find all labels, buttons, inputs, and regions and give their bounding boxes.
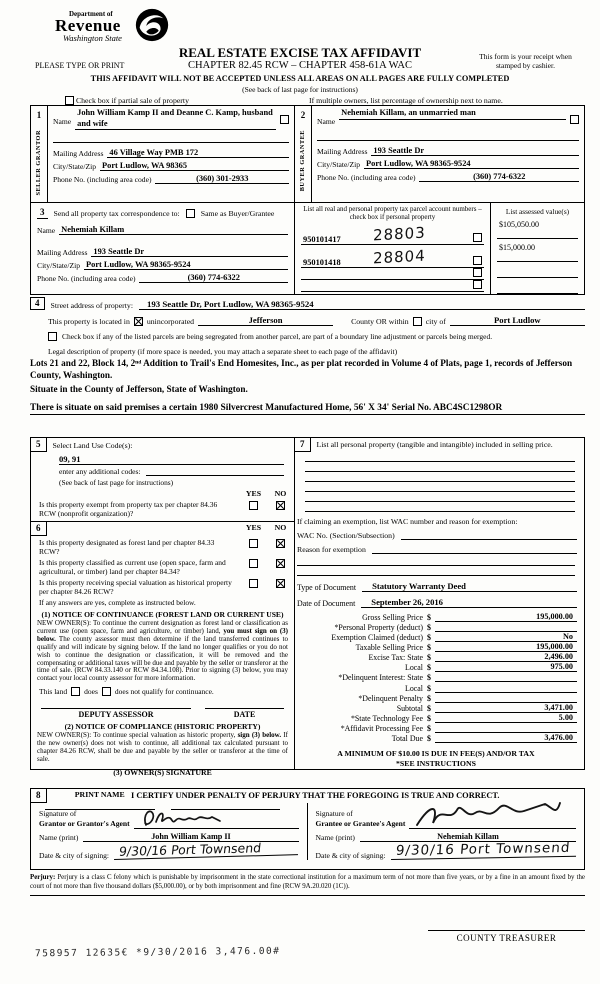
parcel-number: 950101418 bbox=[303, 257, 341, 267]
seller-name-field[interactable]: John William Kamp II and Deanne C. Kamp, husband and wife bbox=[75, 107, 276, 130]
dollar-sign: $ bbox=[427, 673, 431, 683]
same-as-buyer-label: Same as Buyer/Grantee bbox=[200, 208, 275, 218]
buyer-csz-label: City/State/Zip bbox=[317, 160, 361, 169]
personal-property-line[interactable] bbox=[305, 472, 575, 482]
grantor-date-label: Date & city of signing: bbox=[39, 851, 110, 860]
dollar-sign: $ bbox=[427, 643, 431, 653]
fee-label: Excise Tax: State bbox=[368, 653, 423, 663]
land-does-checkbox[interactable] bbox=[71, 687, 80, 696]
cashier-stamp: 758957 12635€ *9/30/2016 3,476.00# bbox=[34, 945, 281, 960]
exemption-reason-line[interactable] bbox=[297, 557, 575, 567]
parcel-row bbox=[301, 245, 484, 268]
section3-number: 3 bbox=[37, 207, 48, 219]
fee-label: *Affidavit Processing Fee bbox=[340, 723, 423, 733]
exempt-yes-checkbox[interactable] bbox=[249, 501, 258, 510]
corr-phone-field[interactable]: (360) 774-6322 bbox=[139, 273, 288, 283]
assessed-value[interactable] bbox=[497, 266, 578, 278]
dollar-sign: $ bbox=[427, 693, 431, 703]
dollar-sign: $ bbox=[427, 713, 431, 723]
land-use-title: Select Land Use Code(s): bbox=[52, 441, 133, 450]
fee-value[interactable]: 195,000.00 bbox=[435, 642, 577, 652]
personal-property-line[interactable] bbox=[305, 492, 575, 502]
parties-grid bbox=[30, 105, 585, 295]
same-as-buyer-checkbox[interactable] bbox=[186, 209, 195, 218]
fee-value[interactable]: 975.00 bbox=[435, 662, 577, 672]
section5-number: 5 bbox=[31, 438, 47, 452]
fee-label: Local bbox=[405, 683, 423, 693]
warning-line: THIS AFFIDAVIT WILL NOT BE ACCEPTED UNLESS ALL AREAS ON ALL PAGES ARE FULLY COMPLETED bbox=[90, 74, 510, 83]
revenue-swirl-icon bbox=[133, 6, 171, 44]
personal-property-line[interactable] bbox=[305, 482, 575, 492]
grantee-date-city-field[interactable]: 9/30/16 Port Townsend bbox=[391, 840, 578, 860]
grantor-signature-block bbox=[31, 803, 308, 860]
street-address-label: Street address of property: bbox=[50, 301, 133, 310]
parcel-row[interactable] bbox=[301, 268, 484, 280]
fee-value[interactable]: 3,471.00 bbox=[435, 703, 577, 713]
no-header: NO bbox=[274, 489, 287, 498]
fee-label: *State Technology Fee bbox=[350, 713, 423, 723]
personal-property-title: List all personal property (tangible and intangible) included in selling price. bbox=[316, 440, 553, 449]
parcel-row bbox=[301, 222, 484, 245]
fee-value[interactable]: 2,496.00 bbox=[435, 652, 577, 662]
certification-section bbox=[30, 788, 585, 870]
fee-value[interactable]: 5.00 bbox=[435, 713, 577, 723]
personal-property-line[interactable] bbox=[305, 452, 575, 462]
exemption-reason-field[interactable] bbox=[372, 544, 577, 554]
does-label: does bbox=[84, 687, 98, 697]
corr-csz-label: City/State/Zip bbox=[37, 261, 81, 270]
personal-property-line[interactable] bbox=[305, 462, 575, 472]
doc-date-label: Date of Document bbox=[297, 599, 356, 609]
dollar-sign: $ bbox=[427, 733, 431, 743]
corr-mailing-label: Mailing Address bbox=[37, 248, 88, 257]
seller-side-label: SELLER GRANTOR bbox=[35, 130, 43, 196]
buyer-csz-field[interactable]: Port Ludlow, WA 98365-9524 bbox=[364, 159, 579, 169]
personal-property-checkbox-2[interactable] bbox=[473, 256, 482, 265]
land-use-section bbox=[31, 438, 294, 522]
wac-number-field[interactable] bbox=[401, 530, 577, 540]
forest-no-checkbox[interactable] bbox=[276, 539, 285, 548]
grantor-name-label: Name (print) bbox=[39, 833, 79, 842]
dollar-sign: $ bbox=[427, 663, 431, 673]
notice-compliance-text: NEW OWNER(S): To continue special valuation as historic property, sign (3) below. If the new owner(s) does not wish to continue, all additional tax calculated pursuant to chapter 84.26 RCW, shall be due and payable by the seller or transferor at the time of sale. bbox=[37, 731, 288, 763]
premises-note: There is situate on said premises a certain 1980 Silvercrest Manufactured Home, 56' X 34' Serial No. ABC4SC1298OR bbox=[30, 403, 585, 415]
corr-csz-field[interactable]: Port Ludlow, WA 98365-9524 bbox=[84, 260, 288, 270]
historic-no-checkbox[interactable] bbox=[276, 579, 285, 588]
fee-label: Exemption Claimed (deduct) bbox=[331, 633, 423, 643]
seller-mailing-label: Mailing Address bbox=[53, 149, 104, 158]
fee-label: *Delinquent Interest: State bbox=[338, 673, 423, 683]
seller-csz-field[interactable]: Port Ludlow, WA 98365 bbox=[100, 161, 289, 171]
notice-continuance-title: (1) NOTICE OF CONTINUANCE (FOREST LAND OR CURRENT USE) bbox=[41, 610, 284, 619]
legal-description-text: Lots 21 and 22, Block 14, 2ⁿᵈ Addition to Trail's End Homesites, Inc., as per plat recorded in Volume 4 of Plats, page 1, records of Jefferson County, Washington. bbox=[30, 358, 573, 380]
logo-dept-text: Department of bbox=[69, 10, 113, 18]
parcel-handwritten-note: 28804 bbox=[372, 246, 426, 268]
buyer-side-label: BUYER GRANTEE bbox=[299, 130, 307, 192]
corr-name-label: Name bbox=[37, 226, 56, 235]
parcel-numbers-section bbox=[295, 203, 584, 294]
current-use-question: Is this property classified as current use (open space, farm and agricultural, or timber) land per chapter 84.34? bbox=[39, 558, 226, 576]
dollar-sign: $ bbox=[427, 703, 431, 713]
seller-mailing-field[interactable]: 46 Village Way PMB 172 bbox=[107, 148, 289, 158]
owners-signature-label: (3) OWNER(S) SIGNATURE bbox=[113, 767, 212, 777]
fee-value[interactable]: 195,000.00 bbox=[435, 612, 577, 622]
tax-correspondence-section bbox=[31, 203, 295, 294]
section5-see-back: (See back of last page for instructions) bbox=[59, 478, 174, 487]
seller-blank-row[interactable] bbox=[53, 133, 289, 143]
no-header6: NO bbox=[274, 523, 287, 532]
form-chapter: CHAPTER 82.45 RCW – CHAPTER 458-61A WAC bbox=[188, 60, 412, 71]
fee-label: Gross Selling Price bbox=[362, 613, 423, 623]
fee-label: *Delinquent Penalty bbox=[358, 693, 423, 703]
see-back-note: (See back of last page for instructions) bbox=[242, 85, 358, 94]
corr-mailing-field[interactable]: 193 Seattle Dr bbox=[91, 247, 288, 257]
yes-header: YES bbox=[245, 489, 262, 498]
grantor-signature-ink bbox=[138, 805, 248, 831]
doc-type-label: Type of Document bbox=[297, 583, 357, 593]
seller-name-label: Name bbox=[53, 117, 72, 126]
corr-name-field[interactable]: Nehemiah Killam bbox=[59, 225, 288, 235]
parcel-handwritten-note: 28803 bbox=[372, 223, 426, 245]
current-use-yes-checkbox[interactable] bbox=[249, 559, 258, 568]
fee-label: Total Due bbox=[391, 733, 423, 743]
grantor-signature-field[interactable] bbox=[134, 805, 299, 829]
partial-sale-checkbox[interactable] bbox=[65, 96, 74, 105]
grantee-sig-label-2: Grantee or Grantee's Agent bbox=[315, 819, 406, 829]
assessed-value: $15,000.00 bbox=[497, 243, 578, 262]
perjury-note: Perjury: Perjury is a class C felony which is punishable by imprisonment in the state correctional institution for a maximum term of not more than five years, or by a fine in an amount fixed by the court of not more than five thousand dollars ($5,000.00), or by both imprisonment and fine (RCW 9A.20.020 (1C)). bbox=[30, 874, 585, 896]
fee-value[interactable]: No bbox=[435, 632, 577, 642]
additional-codes-label: enter any additional codes: bbox=[59, 467, 141, 476]
buyer-phone-label: Phone No. (including area code) bbox=[317, 173, 416, 182]
parcel-number: 950101417 bbox=[303, 234, 341, 244]
additional-codes-field[interactable] bbox=[146, 467, 284, 476]
seller-csz-label: City/State/Zip bbox=[53, 162, 97, 171]
grantee-signature-block bbox=[308, 803, 585, 860]
city-checkbox[interactable] bbox=[413, 317, 422, 326]
segregated-checkbox[interactable] bbox=[48, 332, 57, 341]
assessed-value: $105,050.00 bbox=[497, 220, 578, 239]
grantee-signature-field[interactable] bbox=[409, 805, 576, 829]
seller-section-number: 1 bbox=[36, 110, 42, 120]
buyer-mailing-field[interactable]: 193 Seattle Dr bbox=[371, 146, 579, 156]
land-use-column bbox=[31, 438, 295, 799]
corr-phone-label: Phone No. (including area code) bbox=[37, 274, 136, 283]
unincorporated-checkbox[interactable] bbox=[134, 317, 143, 326]
exemption-reason-label: Reason for exemption bbox=[297, 544, 366, 554]
land-does-not-checkbox[interactable] bbox=[102, 687, 111, 696]
section8-number: 8 bbox=[31, 789, 47, 803]
grantee-name-field[interactable]: Nehemiah Killam bbox=[360, 832, 576, 842]
multiple-owners-note: If multiple owners, list percentage of ownership next to name. bbox=[308, 96, 503, 105]
certify-statement: I CERTIFY UNDER PENALTY OF PERJURY THAT THE FOREGOING IS TRUE AND CORRECT. bbox=[130, 791, 500, 800]
grantor-sig-label-2: Grantor or Grantor's Agent bbox=[39, 819, 130, 829]
fee-label: Subtotal bbox=[396, 703, 423, 713]
buyer-name-label: Name bbox=[317, 117, 336, 126]
legal-description-label: Legal description of property (if more space is needed, you may attach a separate sheet to each page of the affidavit) bbox=[48, 347, 398, 356]
dollar-sign: $ bbox=[427, 633, 431, 643]
forest-yes-checkbox[interactable] bbox=[249, 539, 258, 548]
dor-logo bbox=[55, 10, 205, 43]
land-use-codes-field[interactable]: 09, 91 bbox=[59, 454, 284, 465]
section7-number: 7 bbox=[295, 438, 311, 452]
dollar-sign: $ bbox=[427, 653, 431, 663]
historic-question: Is this property receiving special valuation as historical property per chapter 84.26 RCW? bbox=[39, 578, 232, 596]
buyer-section-number: 2 bbox=[300, 110, 306, 120]
exemption-intro: If claiming an exemption, list WAC number and reason for exemption: bbox=[297, 516, 518, 526]
forest-land-question: Is this property designated as forest land per chapter 84.33 RCW? bbox=[39, 538, 215, 556]
assessed-value[interactable] bbox=[497, 282, 578, 294]
logo-state-text: Washington State bbox=[63, 33, 122, 44]
personal-property-line[interactable] bbox=[305, 502, 575, 512]
buyer-name-field[interactable]: Nehemiah Killam, an unmarried man bbox=[339, 107, 566, 120]
buyer-phone-field[interactable]: (360) 774-6322 bbox=[419, 172, 579, 182]
parcel-header: List all real and personal property tax parcel account numbers – check box if personal property bbox=[303, 205, 482, 222]
county-treasurer-line: COUNTY TREASURER bbox=[428, 930, 585, 943]
personal-property-checkbox-1[interactable] bbox=[473, 233, 482, 242]
continuance-section bbox=[31, 522, 294, 811]
fee-label: *Personal Property (deduct) bbox=[334, 623, 423, 633]
property-address-section bbox=[30, 297, 585, 415]
logo-revenue-text: Revenue bbox=[55, 16, 121, 35]
deputy-assessor-signature-line[interactable]: DEPUTY ASSESSOR bbox=[41, 708, 191, 719]
grantor-name-field[interactable]: John William Kamp II bbox=[83, 832, 298, 842]
buyer-ownership-pct-box[interactable] bbox=[570, 115, 579, 124]
buyer-mailing-label: Mailing Address bbox=[317, 147, 368, 156]
fee-label: Taxable Selling Price bbox=[355, 643, 423, 653]
any-yes-note: If any answers are yes, complete as instructed below. bbox=[39, 598, 196, 607]
buyer-section bbox=[295, 106, 584, 203]
seller-ownership-pct-box[interactable] bbox=[280, 115, 289, 124]
exempt-no-checkbox[interactable] bbox=[276, 501, 285, 510]
fee-label: Local bbox=[405, 663, 423, 673]
segregated-label: Check box if any of the listed parcels are being segregated from another parcel, are part of a boundary line adjustment or parcels being merged. bbox=[62, 332, 493, 341]
owner-signature-line-1[interactable]: PRINT NAME bbox=[45, 788, 155, 799]
dollar-sign: $ bbox=[427, 683, 431, 693]
county-field[interactable]: Jefferson bbox=[198, 315, 333, 326]
section6-number: 6 bbox=[31, 522, 47, 536]
unincorporated-label: unincorporated bbox=[146, 317, 195, 326]
assessed-values-header: List assessed value(s) bbox=[505, 207, 570, 216]
grantee-sig-label-1: Signature of bbox=[315, 809, 353, 819]
deputy-date-line[interactable]: DATE bbox=[205, 708, 284, 719]
dollar-sign: $ bbox=[427, 613, 431, 623]
wac-number-label: WAC No. (Section/Subsection) bbox=[297, 530, 395, 540]
current-use-no-checkbox[interactable] bbox=[276, 559, 285, 568]
section3-intro: Send all property tax correspondence to: bbox=[53, 208, 180, 218]
grantee-date-label: Date & city of signing: bbox=[315, 851, 386, 860]
street-address-field[interactable]: 193 Seattle Dr, Port Ludlow, WA 98365-9524 bbox=[139, 299, 585, 310]
personal-property-checkbox-3[interactable] bbox=[473, 268, 482, 277]
see-instructions-note: *SEE INSTRUCTIONS bbox=[396, 758, 476, 768]
grantee-signature-ink bbox=[413, 797, 563, 831]
dollar-sign: $ bbox=[427, 723, 431, 733]
fee-value[interactable]: 3,476.00 bbox=[435, 733, 577, 743]
grantee-name-label: Name (print) bbox=[315, 833, 355, 842]
county-or-label: County OR within bbox=[351, 317, 409, 326]
legal-description-text2: Situate in the County of Jefferson, State of Washington. bbox=[30, 383, 248, 394]
city-of-label: city of bbox=[425, 317, 446, 326]
receipt-note: This form is your receipt when stamped by cashier. bbox=[479, 52, 572, 71]
section4-number: 4 bbox=[30, 297, 45, 310]
dollar-sign: $ bbox=[427, 623, 431, 633]
minimum-due-note: A MINIMUM OF $10.00 IS DUE IN FEE(S) AND/OR TAX bbox=[337, 748, 535, 758]
doc-type-field[interactable]: Statutory Warranty Deed bbox=[362, 581, 577, 592]
please-type-note: PLEASE TYPE OR PRINT bbox=[35, 61, 125, 70]
seller-section bbox=[31, 106, 295, 203]
notice-continuance-text: NEW OWNER(S): To continue the current designation as forest land or classification as current use (open space, farm and agriculture, or timber) land, you must sign on (3) below. The county assessor must then determine if the land transferred continues to qualify and will indicate by signing below. If the land no longer qualifies or you do not wish to continue the designation or classification, it will be removed and the compensating or additional taxes will be due and payable by the seller or transferor at the time of sale. (RCW 84.33.140 or RCW 84.34.108). Prior to signing (3) below, you may contact your local county assessor for more information. bbox=[37, 619, 288, 683]
personal-property-column bbox=[295, 438, 584, 769]
grantor-sig-label-1: Signature of bbox=[39, 809, 77, 819]
form-title: REAL ESTATE EXCISE TAX AFFIDAVIT bbox=[178, 45, 422, 60]
buyer-blank-row[interactable] bbox=[317, 131, 579, 141]
does-not-label: does not qualify for continuance. bbox=[114, 687, 214, 697]
partial-sale-label: Check box if partial sale of property bbox=[75, 96, 189, 105]
located-in-label: This property is located in bbox=[48, 317, 130, 326]
personal-property-checkbox-4[interactable] bbox=[473, 280, 482, 289]
notice-compliance-title: (2) NOTICE OF COMPLIANCE (HISTORIC PROPERTY) bbox=[64, 722, 261, 732]
seller-phone-label: Phone No. (including area code) bbox=[53, 175, 152, 184]
parcel-row[interactable] bbox=[301, 280, 484, 292]
city-field[interactable]: Port Ludlow bbox=[450, 315, 585, 326]
grantor-date-city-field[interactable]: 9/30/16 Port Townsend bbox=[114, 839, 300, 860]
seller-phone-field[interactable]: (360) 301-2933 bbox=[155, 174, 289, 184]
exempt-question: Is this property exempt from property tax per chapter 84.36 RCW (nonprofit organization)? bbox=[39, 500, 218, 518]
this-land-label: This land bbox=[39, 687, 68, 697]
exemption-reason-line[interactable] bbox=[297, 566, 575, 576]
yes-header6: YES bbox=[245, 523, 262, 532]
doc-date-field[interactable]: September 26, 2016 bbox=[361, 597, 577, 608]
historic-yes-checkbox[interactable] bbox=[249, 579, 258, 588]
